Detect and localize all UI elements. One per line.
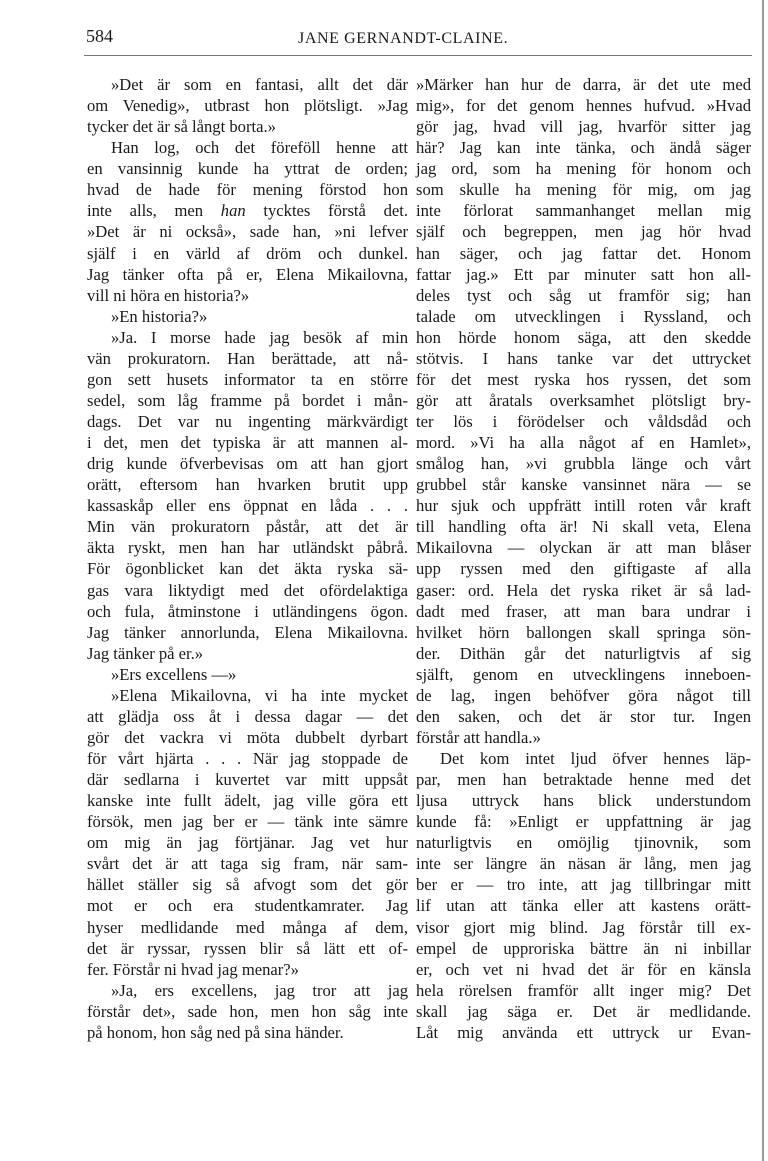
text-line: vän prokuratorn. Han berättade, att nå- [87,348,408,368]
text-line: gör jag, hvad vill jag, hvarför sitter jag [416,117,751,137]
text-line: grubbel står kanske vansinnet nära — se [416,475,751,495]
text-line: det är ryssar, ryssen blir så lätt ett of- [87,938,408,958]
text-line: om mig än jag förtjänar. Jag vet hur [87,833,408,853]
text-line: ter lös i förödelser och våldsdåd och [416,412,751,431]
text-line: par, men han betraktade henne med det [416,770,751,790]
text-line: hället ställer sig så afvogt som det gör [87,875,408,895]
text-line: Det kom intet ljud öfver hennes läp- [440,749,751,768]
text-line: där sedlarna i kuvertet var mitt uppsåt [87,770,408,790]
text-line: själf och begreppen, men jag hör hvad [416,222,751,242]
text-line: gaser: ord. Hela det ryska riket är så lad- [416,580,751,600]
text-line: »Ja. I morse hade jag besök af min [111,327,408,347]
text-line: hvilket hörn ballongen skall springa sön- [416,622,751,642]
text-line: hon hörde honom säga, att den skedde [416,327,751,347]
text-line: »Det är ni också», sade han, »ni lefver [87,222,408,242]
text-line: upp ryssen med den giftigaste af alla [416,559,751,579]
text-line: mot er och era studentkamrater. Jag [87,896,408,916]
text-line: »Märker han hur de darra, är det ute med [416,75,751,94]
text-line: inte ser längre än näsan är lång, men jag [416,854,751,874]
text-line: Han log, och det föreföll henne att [111,138,408,158]
text-line: som skulle ha mening för mig, om jag [416,180,751,200]
text-line: stötvis. I hans tanke var det uttrycket [416,348,751,368]
text-line: vill ni höra en historia?» [87,285,250,305]
italic-word: han [220,201,246,221]
text-line: förstår att handla.» [416,727,541,747]
text-line: tycker det är så långt borta.» [87,117,276,137]
text-line: en vansinnig kunde ha yttrat de orden; [87,159,408,179]
text-line: ber er — tro inte, att jag tillbringar mitt [416,875,751,895]
text-line: gas vara liktydigt med det ofördelaktiga [87,580,408,600]
text-line: gör det vackra vi möta dubbelt dyrbart [87,727,408,747]
text-line: »Elena Mikailovna, vi ha inte mycket [111,685,408,705]
text-line: gör att åratals overksamhet plötsligt bry- [416,390,751,410]
text-line: på honom, hon såg ned på sina händer. [87,1022,344,1042]
text-line: mig», for det genom hennes hufvud. »Hvad [416,96,751,116]
text-line: naturligtvis en omöjlig tjinovnik, som [416,833,751,853]
text-line: skall jag säga er. Det är medlidande. [416,1001,751,1021]
text-line: hur sjuk och uppfrätt intill roten vår kraft [416,496,751,516]
text-line: kunde få: »Enligt er uppfattning är jag [416,812,751,832]
text-line: svårt det är att taga sig fram, när sam- [87,854,408,874]
text-line: Min vän prokuratorn påstår, att det är [87,517,408,537]
text-line: mord. »Vi ha alla något af en Hamlet», [416,433,751,453]
running-head: JANE GERNANDT-CLAINE. [298,30,509,47]
text-line: talade om utvecklingen i Ryssland, och [416,306,751,326]
text-line: dags. Det var nu ingenting märkvärdigt [87,412,408,431]
text-line: deles tyst och såg ut framför sig; han [416,285,751,305]
text-line: till handling ofta är! Ni skall veta, Elena [416,517,751,537]
text-line: Låt mig använda ett uttryck ur Evan- [416,1022,751,1042]
header-rule [84,55,752,56]
text-line: hela rörelsen framför allt inger mig? Det [416,980,751,1000]
text-line: förstår det», sade hon, men hon såg inte [87,1001,408,1021]
text-line: Jag tänker annorlunda, Elena Mikailovna. [87,622,408,642]
text-line: kassaskåp eller ens öppnat en låda . . . [87,496,408,516]
text-line: orätt, eftersom han hvarken brutit upp [87,475,408,495]
text-line: Jag tänker ofta på er, Elena Mikailovna, [87,264,408,284]
text-line: gon sett husets informator ta en större [87,369,408,389]
text-line: i det, men det typiska är att mannen al- [87,433,408,453]
scan-edge [762,0,764,1161]
text-line: er, och vet ni hvad det är för en känsla [416,959,751,979]
text-line: »Ers excellens —» [111,664,237,684]
text-line: han säger, och jag fattar det. Honom [416,243,751,263]
text-line: fer. Förstår ni hvad jag menar?» [87,959,299,979]
text-line: själf i en värld af dröm och dunkel. [87,243,408,263]
text-line: Jag tänker på er.» [87,643,204,663]
text-line: drig kunde öfverbevisas om att han gjort [87,454,408,474]
text-line: »Det är som en fantasi, allt det där [111,75,408,94]
text-line: empel de upproriska bättre än ni inbillar [416,938,751,958]
text-line: för vårt hjärta . . . När jag stoppade de [87,749,408,768]
text-line: fattar jag.» Ett par minuter satt hon all- [416,264,751,284]
text-line: lif utan att tänka eller att kastens orätt- [416,896,751,916]
text-line: de lag, ingen behöfver göra något till [416,685,751,705]
text-line: »En historia?» [111,306,208,326]
text-line: hvad de hade för mening förstod hon [87,180,408,200]
text-line: den saken, och det är stor tur. Ingen [416,706,751,726]
text-segment: tycktes förstå det. [245,201,409,221]
text-line: visor gjort mig blind. Jag förstår till ex- [416,917,751,937]
text-line: om Venedig», utbrast hon plötsligt. »Jag [87,96,408,116]
right-column [416,74,751,1043]
text-line: jag ord, som ha mening för honom och [416,159,751,179]
text-line: Mikailovna — olyckan är att man blåser [416,538,751,558]
text-line: försök, men jag ber er — tänk inte sämre [87,812,408,832]
text-line: att glädja oss åt i dessa dagar — det [87,706,408,726]
text-line: der. Dithän går det naturligtvis af sig [416,643,751,663]
text-line: här? Jag kan inte tänka, och ändå säger [416,138,751,158]
text-line: och fula, åtminstone i utländingens ögon. [87,601,408,621]
text-line: dadt med fraser, att man bara undrar i [416,601,751,621]
page-number: 584 [86,26,113,46]
text-segment: inte alls, men [87,201,221,221]
text-line: För ögonblicket kan det äkta ryska sä- [87,559,408,579]
text-line: inte förlorat sammanhanget mellan mig [416,201,751,221]
text-line: själft, genom en utvecklingens inneboen- [416,664,751,684]
text-line: äkta ryskt, men han har utländskt påbrå. [87,538,408,558]
text-line: smålog han, »vi grubbla länge och vårt [416,454,751,474]
text-line: sedel, som låg framme på bordet i mån- [87,390,408,410]
text-line: kanske inte fullt ädelt, jag ville göra ett [87,791,408,811]
text-line: hyser medlidande med många af dem, [87,917,408,937]
text-line: »Ja, ers excellens, jag tror att jag [111,980,408,1000]
text-line: för det mest ryska hos ryssen, det som [416,369,751,389]
text-line [87,200,408,221]
left-column [87,74,408,1043]
text-line: ljusa uttryck hans blick understundom [416,791,751,811]
